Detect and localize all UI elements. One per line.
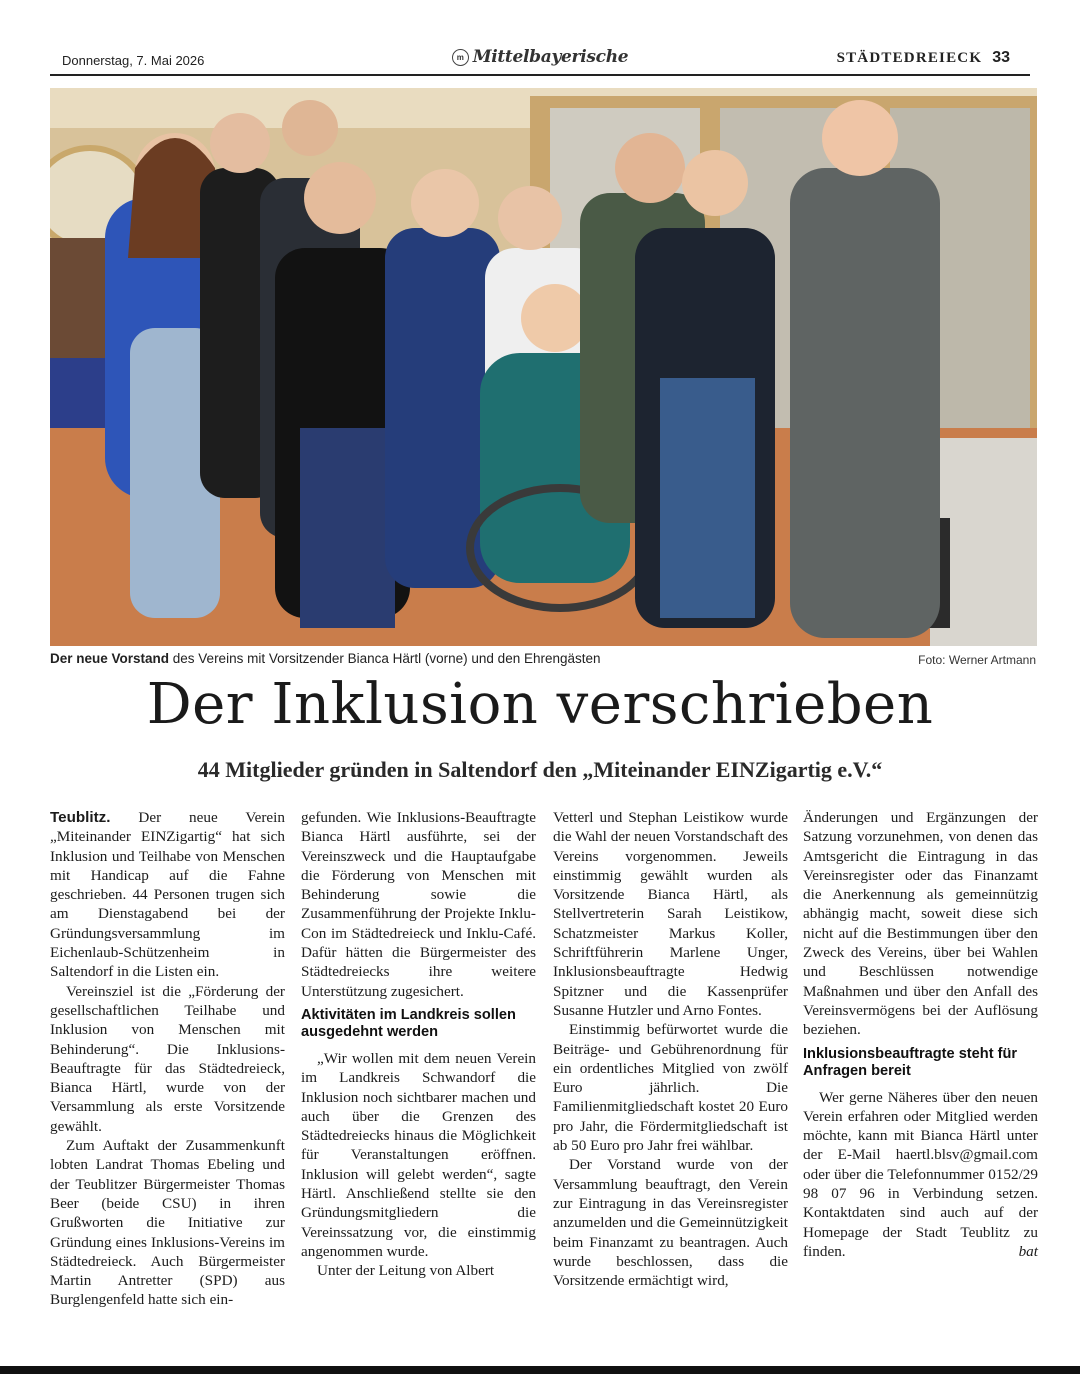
paragraph: Der Vorstand wurde von der Versammlung beauftragt, den Verein zur Eintragung in das Vereinsregister anzumelden und die Gemeinnützigkeit beim Finanzamt zu beantragen. Auch wurde beschlossen, dass die Vorsitzende ermächtigt wird, — [553, 1156, 788, 1290]
photo-credit: Foto: Werner Artmann — [918, 653, 1036, 667]
page-number: 33 — [992, 49, 1010, 66]
paragraph-text: Wer gerne Näheres über den neuen Verein erfahren oder Mitglied werden möchte, kann mit Bianca Härtl unter der E-Mail haertl.blsv@gmail.com oder über die Telefonnummer 0152/29 98 07 96 in Verbindung setzen. Kontaktdaten sind auch auf der Homepage der Stadt Teublitz zu finden. — [803, 1088, 1038, 1260]
dateline: Teublitz. — [50, 809, 111, 826]
article-column-3 — [553, 808, 788, 1290]
photo-caption — [50, 651, 740, 666]
paragraph: Einstimmig befürwortet wurde die Beiträge- und Gebührenordnung für ein ordentliches Mitglied von zwölf Euro jährlich. Die Familienmitgliedschaft kostet 20 Euro pro Jahr, die Fördermitgliedschaft ist ab 50 Euro pro Jahr frei wählbar. — [553, 1021, 788, 1155]
article-subheadline: 44 Mitglieder gründen in Saltendorf den „Miteinander EINZigartig e.V.“ — [197, 757, 883, 782]
bottom-border — [0, 1366, 1080, 1374]
issue-date: Donnerstag, 7. Mai 2026 — [62, 53, 205, 68]
article-headline: Der Inklusion verschrieben — [146, 672, 934, 737]
caption-text: des Vereins mit Vorsitzender Bianca Härtl (vorne) und den Ehrengästen — [169, 651, 601, 666]
paragraph: Zum Auftakt der Zusammenkunft lobten Landrat Thomas Ebeling und der Teublitzer Bürgermeister Thomas Beer (beide CSU) in ihren Grußworten die Initiative zur Gründung eines Inklusions-Vereins im Städtedreieck. Auch Bürgermeister Martin Antretter (SPD) aus Burglengenfeld hatte sich ein- — [50, 1137, 285, 1309]
paragraph: Vereinsziel ist die „Förderung der gesellschaftlichen Teilhabe und Inklusion von Menschen mit Behinderung“. Die Inklusions-Beauftragte für das Städtedreieck, Bianca Härtl, wurde von der Versammlung als erste Vorsitzende gewählt. — [50, 982, 285, 1135]
page-header — [50, 44, 1030, 76]
paragraph: gefunden. Wie Inklusions-Beauftragte Bianca Härtl ausführte, sei der Vereinszweck und die Hauptaufgabe die Förderung von Menschen mit Behinderung sowie die Zusammenführung der Projekte Inklu-Con im Städtedreieck und Inklu-Café. Dafür hätten die Bürgermeister des Städtedreiecks ihre weitere Unterstützung zugesichert. — [301, 809, 536, 1000]
section-title — [837, 49, 1010, 67]
paragraph — [803, 1088, 1038, 1262]
group-photo-illustration — [50, 88, 1037, 646]
article-column-2 — [301, 808, 536, 1281]
section-name: STÄDTEDREIECK — [836, 50, 983, 66]
article-column-4 — [803, 808, 1038, 1261]
paragraph: „Wir wollen mit dem neuen Verein im Landkreis Schwandorf die Inklusion noch sichtbarer machen und auch über die Grenzen des Städtedreiecks hinaus die Möglichkeit für Veranstaltungen eröffnen. Inklusion will gelebt werden“, sagte Härtl. Anschließend stellte sie den Gründungsmitgliedern die Vereinssatzung vor, die einstimmig angenommen wurde. — [301, 1049, 536, 1260]
paragraph: Unter der Leitung von Albert — [317, 1262, 495, 1280]
paragraph: Änderungen und Ergänzungen der Satzung vorzunehmen, von denen das Amtsgericht die Eintragung in das Vereinsregister oder das Finanzamt die Anerkennung als gemeinnützig abhängig macht, soweit diese sich nicht auf die Bestimmungen über den Zweck des Vereins, über bei Wahlen und Beschlüssen notwendige Maßnahmen und über den Anfall des Vereinsvermögens bei der Auflösung beziehen. — [803, 809, 1038, 1039]
article-column-1 — [50, 808, 285, 1310]
paragraph: Vetterl und Stephan Leistikow wurde die Wahl der neuen Vorstandschaft des Vereins vorgenommen. Jeweils einstimmig gewählt wurden als Vorsitzende Bianca Härtl, als Stellvertreterin Sarah Leistikow, Schatzmeister Markus Koller, Schriftführerin Marlene Unger, Inklusionsbeauftragte Hedwig Spitzner und die Kassenprüfer Susanne Hutzler und Arno Fontes. — [553, 809, 788, 1019]
caption-lead: Der neue Vorstand — [50, 651, 170, 666]
group-photo — [50, 88, 1037, 646]
subheading-activities: Aktivitäten im Landkreis sollen ausgedehnt werden — [301, 1006, 516, 1040]
logo-mark-icon: m — [452, 49, 469, 66]
subheading-contact: Inklusionsbeauftragte steht für Anfragen bereit — [803, 1045, 1018, 1079]
paragraph — [50, 808, 285, 982]
logo-text: Mittelbayerische — [472, 47, 629, 67]
author-signature: bat — [1018, 1242, 1038, 1260]
paragraph-text: Der neue Verein „Miteinander EINZigartig“ hat sich Inklusion und Teilhabe von Menschen mit Handicap auf die Fahne geschrieben. 44 Personen trugen sich am Dienstagabend bei der Gründungsversammlung im Eichenlaub-Schützenheim in Saltendorf in die Listen ein. — [50, 809, 285, 981]
